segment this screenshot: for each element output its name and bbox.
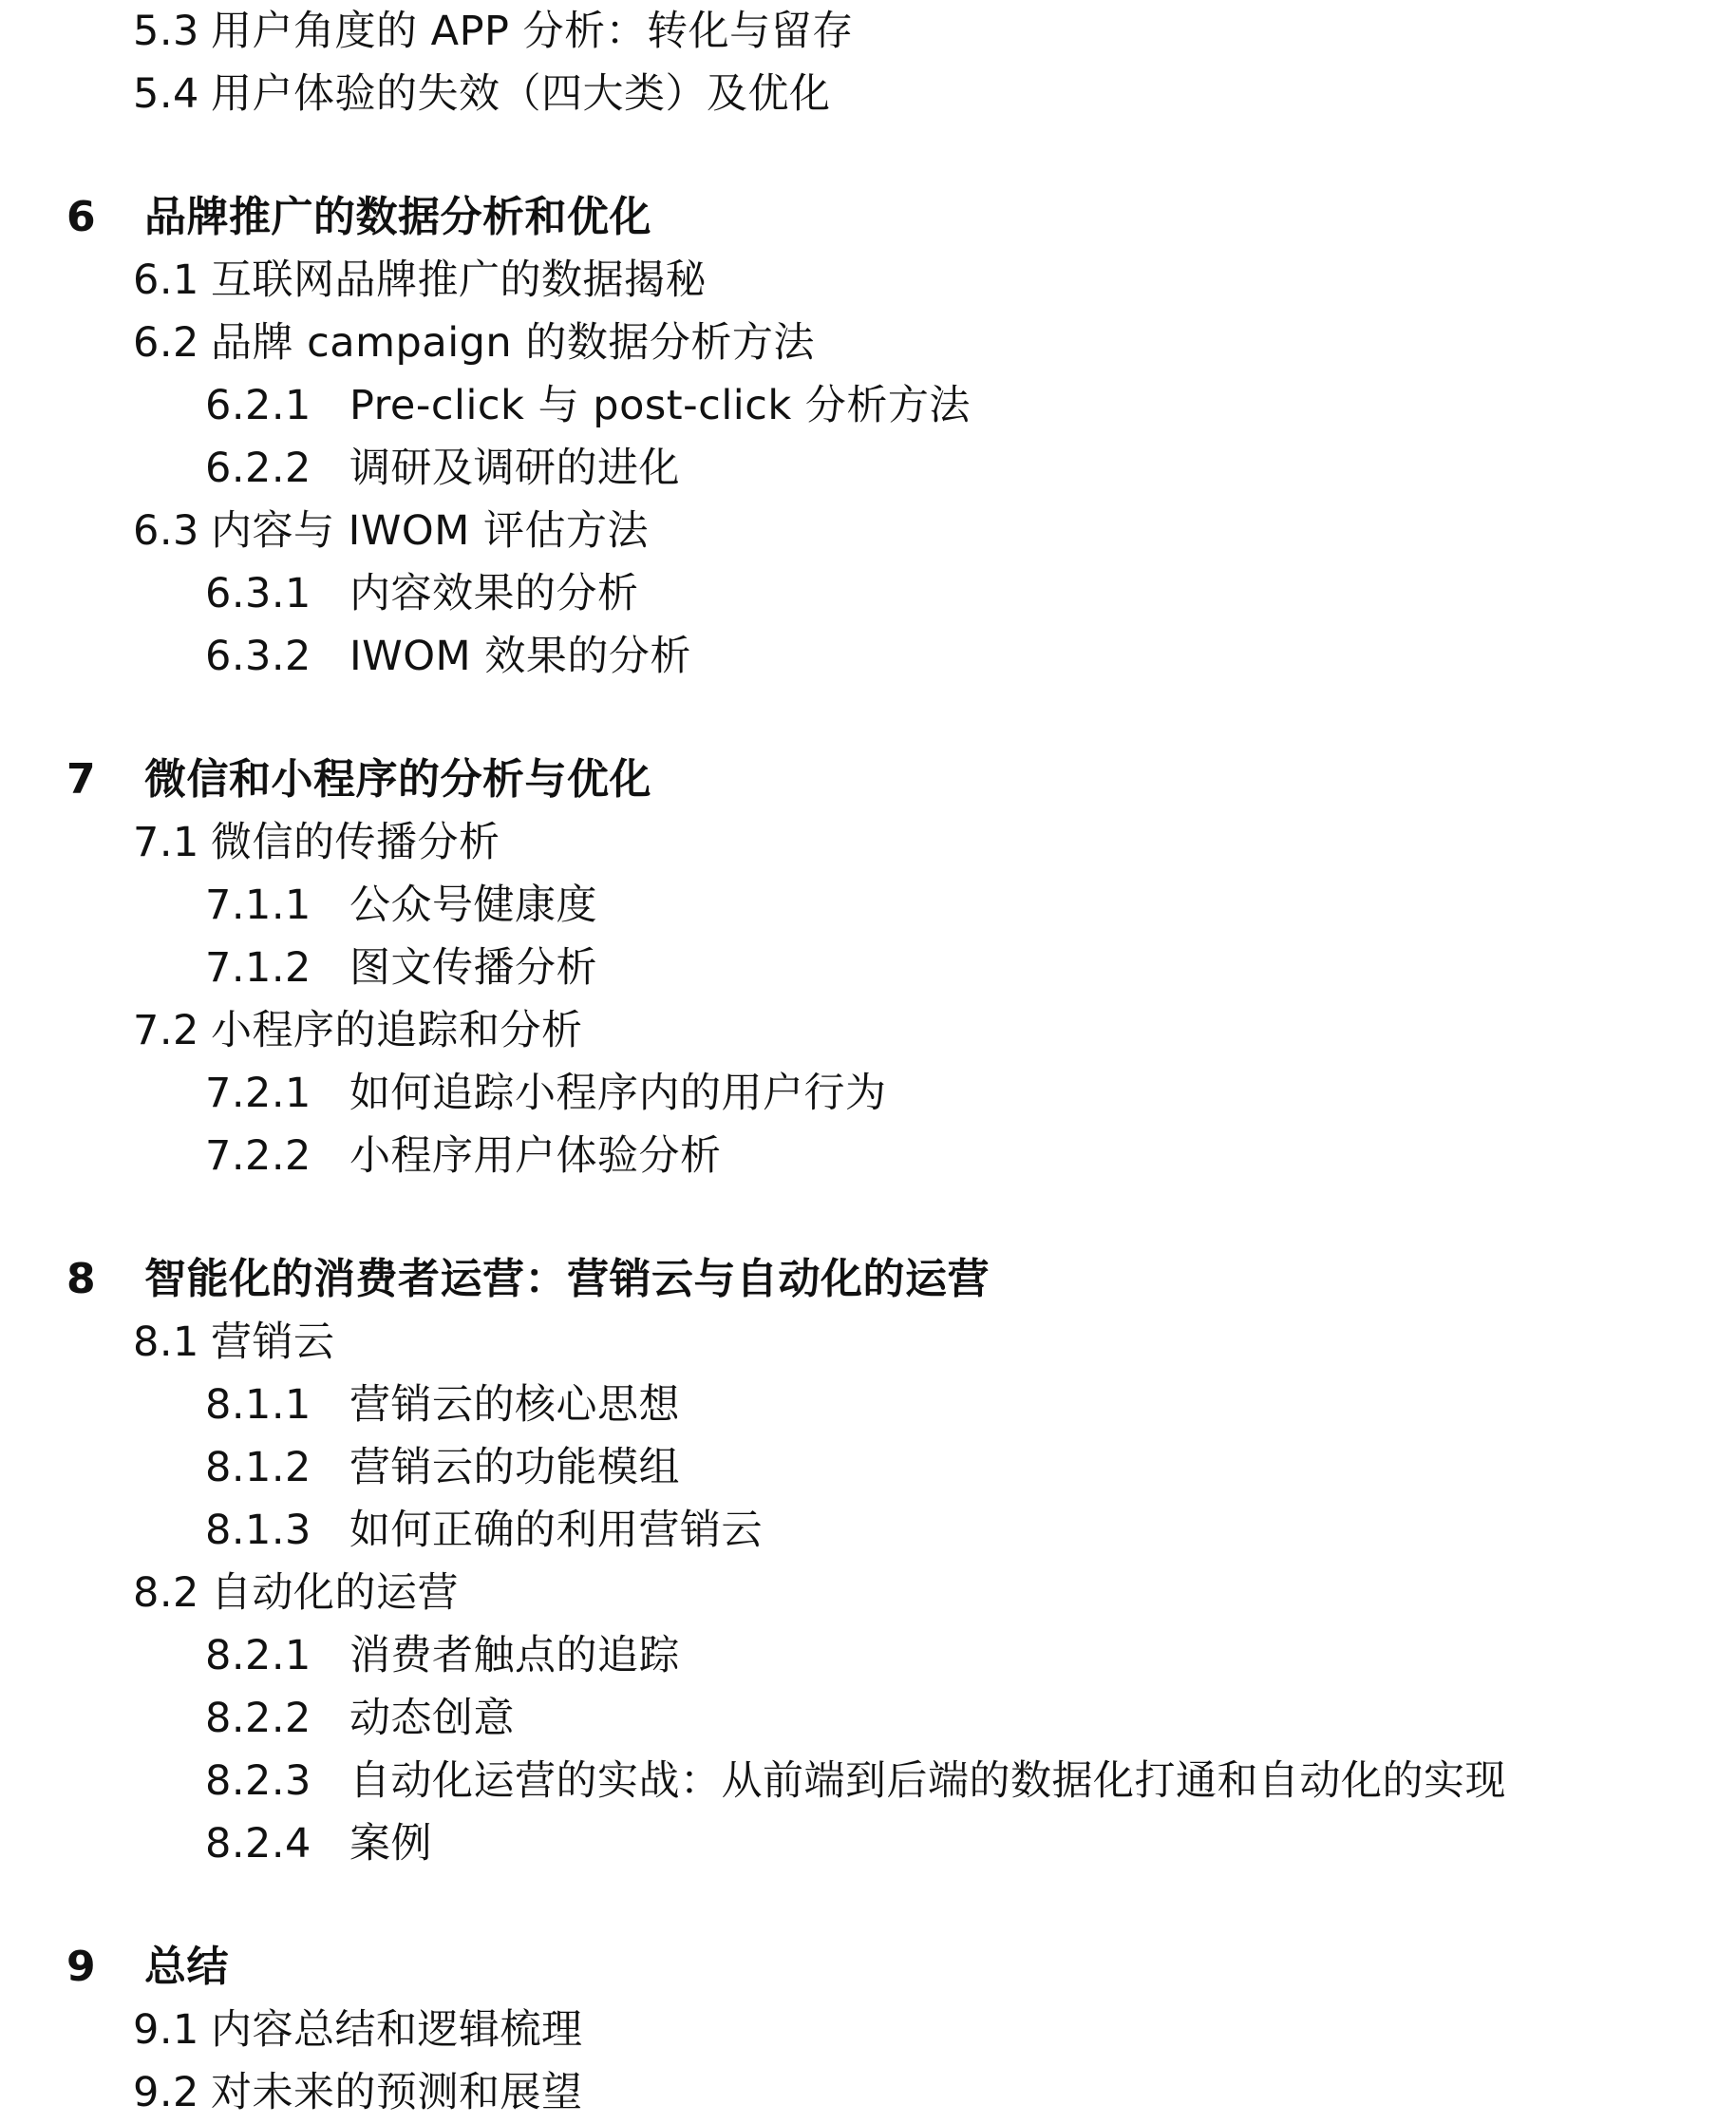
toc-entry-number: 8.1.3	[205, 1507, 311, 1554]
toc-entry-number: 6.2.2	[205, 445, 311, 492]
toc-entry-title: 内容与 IWOM 评估方法	[211, 507, 649, 555]
toc-entry-number: 8.2.3	[205, 1757, 311, 1805]
toc-entry-number: 6.3.1	[205, 570, 311, 617]
toc-entry-number: 7.1.2	[205, 944, 311, 992]
toc-entry-title: 小程序的追踪和分析	[211, 1007, 583, 1054]
toc-entry-title: 如何正确的利用营销云	[349, 1507, 763, 1554]
toc-entry-title: 自动化运营的实战：从前端到后端的数据化打通和自动化的实现	[349, 1757, 1506, 1805]
toc-entry-title: 营销云的功能模组	[349, 1444, 680, 1491]
toc-entry-title: 公众号健康度	[349, 882, 597, 929]
toc-entry-number: 7.2.2	[205, 1132, 311, 1180]
toc-entry-number: 5.3	[133, 8, 199, 55]
toc-entry-title: 微信的传播分析	[211, 819, 500, 866]
toc-entry-title: 总结	[144, 1943, 229, 1991]
toc-entry-number: 6.1	[133, 256, 199, 304]
toc-entry-title: 用户体验的失效（四大类）及优化	[211, 70, 831, 118]
toc-entry-title: 微信和小程序的分析与优化	[144, 755, 651, 804]
toc-entry-title: 内容效果的分析	[349, 570, 639, 617]
toc-entry-title: 对未来的预测和展望	[211, 2069, 583, 2116]
toc-entry-title: 案例	[349, 1820, 432, 1868]
toc-entry-title: 图文传播分析	[349, 944, 597, 992]
toc-entry-title: 品牌 campaign 的数据分析方法	[211, 319, 815, 367]
toc-entry-title: 动态创意	[349, 1695, 515, 1742]
toc-entry-number: 8.2.2	[205, 1695, 311, 1742]
toc-entry-title: 消费者触点的追踪	[349, 1632, 680, 1679]
toc-entry-title: Pre-click 与 post-click 分析方法	[349, 382, 971, 429]
toc-entry-title: IWOM 效果的分析	[349, 633, 691, 680]
toc-entry-number: 6.3	[133, 507, 199, 555]
toc-entry-number: 9	[66, 1943, 97, 1991]
toc-entry-number: 8.1.2	[205, 1444, 311, 1491]
toc-entry-title: 内容总结和逻辑梳理	[211, 2006, 583, 2054]
toc-entry-title: 调研及调研的进化	[349, 445, 680, 492]
toc-entry-number: 8.2	[133, 1569, 199, 1617]
toc-entry-number: 7.2	[133, 1007, 199, 1054]
toc-entry-title: 如何追踪小程序内的用户行为	[349, 1070, 887, 1117]
toc-entry-title: 小程序用户体验分析	[349, 1132, 722, 1180]
toc-entry-title: 互联网品牌推广的数据揭秘	[211, 256, 707, 304]
toc-entry-number: 5.4	[133, 70, 199, 118]
toc-entry-number: 6.2.1	[205, 382, 311, 429]
toc-entry-number: 9.1	[133, 2006, 199, 2054]
toc-entry-title: 智能化的消费者运营：营销云与自动化的运营	[144, 1255, 990, 1303]
toc-entry-title: 营销云的核心思想	[349, 1381, 680, 1429]
toc-entry-number: 7.1.1	[205, 882, 311, 929]
toc-entry-number: 8.2.1	[205, 1632, 311, 1679]
toc-entry-title: 用户角度的 APP 分析：转化与留存	[211, 8, 854, 55]
toc-entry-number: 6	[66, 193, 97, 241]
toc-entry-number: 7.1	[133, 819, 199, 866]
toc-entry-title: 营销云	[211, 1318, 335, 1366]
toc-entry-number: 8.1	[133, 1318, 199, 1366]
toc-entry-number: 6.3.2	[205, 633, 311, 680]
toc-entry-title: 自动化的运营	[211, 1569, 459, 1617]
toc-entry-number: 7	[66, 755, 97, 804]
toc-entry-title: 品牌推广的数据分析和优化	[144, 193, 651, 241]
toc-entry-number: 9.2	[133, 2069, 199, 2116]
toc-entry-number: 8.2.4	[205, 1820, 311, 1868]
toc-entry-number: 7.2.1	[205, 1070, 311, 1117]
toc-entry-number: 8.1.1	[205, 1381, 311, 1429]
toc-entry-number: 8	[66, 1255, 97, 1303]
toc-entry-number: 6.2	[133, 319, 199, 367]
